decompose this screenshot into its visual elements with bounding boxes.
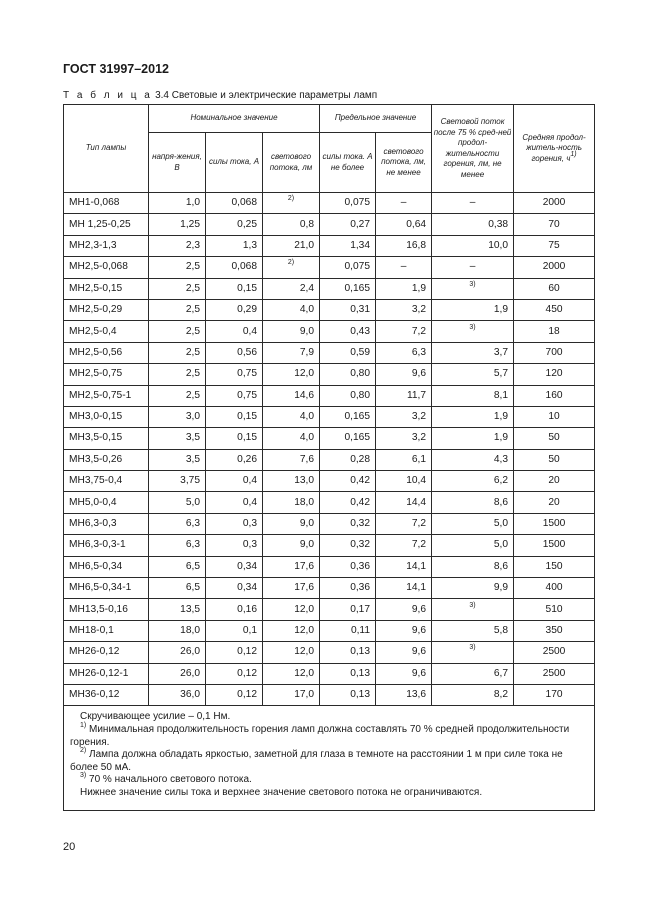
cell-voltage: 2,5 bbox=[149, 299, 206, 320]
cell-flux-after: 5,7 bbox=[432, 364, 514, 385]
cell-voltage: 2,5 bbox=[149, 321, 206, 342]
note-4: Нижнее значение силы тока и верхнее значение светового потока не ограничиваются. bbox=[80, 786, 483, 798]
cell-limit-flux: 7,2 bbox=[376, 513, 432, 534]
table-row bbox=[64, 299, 595, 320]
cell-current: 0,4 bbox=[206, 321, 263, 342]
cell-limit-current: 0,43 bbox=[320, 321, 376, 342]
cell-flux-after: 1,9 bbox=[432, 406, 514, 427]
cell-limit-flux: 9,6 bbox=[376, 620, 432, 641]
cell-voltage: 3,5 bbox=[149, 449, 206, 470]
cell-flux-after: 5,8 bbox=[432, 620, 514, 641]
cell-flux: 13,0 bbox=[263, 471, 320, 492]
header-limit-current: силы тока. А не более bbox=[320, 133, 376, 193]
cell-current: 0,15 bbox=[206, 406, 263, 427]
cell-limit-flux: 7,2 bbox=[376, 535, 432, 556]
cell-flux: 14,6 bbox=[263, 385, 320, 406]
cell-average-life: 20 bbox=[514, 471, 595, 492]
cell-limit-flux: 16,8 bbox=[376, 235, 432, 256]
cell-limit-current: 0,80 bbox=[320, 364, 376, 385]
cell-flux: 12,0 bbox=[263, 642, 320, 663]
cell-lamp-type: МН2,5-0,4 bbox=[64, 321, 149, 342]
cell-lamp-type: МН3,5-0,26 bbox=[64, 449, 149, 470]
cell-lamp-type: МН13,5-0,16 bbox=[64, 599, 149, 620]
cell-lamp-type: МН3,5-0,15 bbox=[64, 428, 149, 449]
cell-flux: 21,0 bbox=[263, 235, 320, 256]
cell-flux: 17,6 bbox=[263, 556, 320, 577]
cell-flux-after: – bbox=[432, 193, 514, 214]
cell-flux-after: 6,7 bbox=[432, 663, 514, 684]
cell-lamp-type: МН6,5-0,34-1 bbox=[64, 578, 149, 599]
cell-average-life: 150 bbox=[514, 556, 595, 577]
cell-limit-current: 0,32 bbox=[320, 535, 376, 556]
cell-flux: 4,0 bbox=[263, 299, 320, 320]
cell-flux-after: 5,0 bbox=[432, 535, 514, 556]
cell-lamp-type: МН2,5-0,75-1 bbox=[64, 385, 149, 406]
cell-average-life: 2500 bbox=[514, 663, 595, 684]
cell-average-life: 70 bbox=[514, 214, 595, 235]
footnote-marker: 2) bbox=[287, 259, 295, 267]
table-row bbox=[64, 342, 595, 363]
cell-current: 0,75 bbox=[206, 364, 263, 385]
cell-flux: 9,0 bbox=[263, 513, 320, 534]
header-nominal-current: силы тока, А bbox=[206, 133, 263, 193]
table-row bbox=[64, 578, 595, 599]
cell-voltage: 6,5 bbox=[149, 556, 206, 577]
cell-limit-current: 0,13 bbox=[320, 642, 376, 663]
cell-lamp-type: МН3,75-0,4 bbox=[64, 471, 149, 492]
cell-lamp-type: МН 1,25-0,25 bbox=[64, 214, 149, 235]
cell-current: 0,4 bbox=[206, 492, 263, 513]
cell-lamp-type: МН6,5-0,34 bbox=[64, 556, 149, 577]
cell-lamp-type: МН18-0,1 bbox=[64, 620, 149, 641]
cell-flux: 17,6 bbox=[263, 578, 320, 599]
cell-lamp-type: МН6,3-0,3 bbox=[64, 513, 149, 534]
cell-voltage: 26,0 bbox=[149, 663, 206, 684]
cell-lamp-type: МН2,3-1,3 bbox=[64, 235, 149, 256]
cell-average-life: 1500 bbox=[514, 535, 595, 556]
header-average-life bbox=[514, 105, 595, 193]
table-row bbox=[64, 321, 595, 342]
cell-average-life: 2000 bbox=[514, 257, 595, 278]
cell-voltage: 2,5 bbox=[149, 278, 206, 299]
note-1-marker: 1) bbox=[80, 721, 87, 729]
cell-voltage: 2,5 bbox=[149, 342, 206, 363]
cell-lamp-type: МН3,0-0,15 bbox=[64, 406, 149, 427]
cell-voltage: 2,5 bbox=[149, 364, 206, 385]
cell-lamp-type: МН1-0,068 bbox=[64, 193, 149, 214]
cell-limit-current: 0,165 bbox=[320, 406, 376, 427]
cell-flux-after: 8,6 bbox=[432, 492, 514, 513]
cell-flux-after: 3,7 bbox=[432, 342, 514, 363]
cell-voltage: 3,75 bbox=[149, 471, 206, 492]
cell-limit-flux: – bbox=[376, 257, 432, 278]
note-3-marker: 3) bbox=[80, 772, 87, 780]
cell-flux: 4,0 bbox=[263, 406, 320, 427]
cell-flux-after: 5,0 bbox=[432, 513, 514, 534]
cell-limit-flux: 9,6 bbox=[376, 364, 432, 385]
cell-average-life: 60 bbox=[514, 278, 595, 299]
cell-flux-after bbox=[432, 321, 514, 342]
cell-voltage: 18,0 bbox=[149, 620, 206, 641]
cell-flux: 2,4 bbox=[263, 278, 320, 299]
note-torque: Скручивающее усилие – 0,1 Нм. bbox=[80, 711, 231, 723]
cell-limit-flux: 3,2 bbox=[376, 428, 432, 449]
cell-flux: 0,8 bbox=[263, 214, 320, 235]
cell-limit-current: 1,34 bbox=[320, 235, 376, 256]
cell-flux-after: 6,2 bbox=[432, 471, 514, 492]
cell-limit-current: 0,36 bbox=[320, 556, 376, 577]
note-1 bbox=[70, 721, 588, 749]
cell-flux-after: 1,9 bbox=[432, 299, 514, 320]
cell-limit-current: 0,59 bbox=[320, 342, 376, 363]
header-flux-after: Световой поток после 75 % сред-ней продол-жительности горения, лм, не менее bbox=[432, 105, 514, 193]
cell-flux: 18,0 bbox=[263, 492, 320, 513]
table-row bbox=[64, 257, 595, 278]
cell-flux-after: 0,38 bbox=[432, 214, 514, 235]
cell-voltage: 6,3 bbox=[149, 535, 206, 556]
cell-voltage: 6,3 bbox=[149, 513, 206, 534]
cell-voltage: 2,3 bbox=[149, 235, 206, 256]
table-row bbox=[64, 620, 595, 641]
cell-voltage: 2,5 bbox=[149, 257, 206, 278]
cell-flux: 9,0 bbox=[263, 321, 320, 342]
cell-current: 0,15 bbox=[206, 428, 263, 449]
table-notes bbox=[64, 706, 595, 810]
cell-limit-current: 0,36 bbox=[320, 578, 376, 599]
cell-current: 0,068 bbox=[206, 193, 263, 214]
cell-average-life: 700 bbox=[514, 342, 595, 363]
cell-limit-flux: 6,3 bbox=[376, 342, 432, 363]
cell-average-life: 450 bbox=[514, 299, 595, 320]
cell-flux-after: 8,1 bbox=[432, 385, 514, 406]
cell-limit-flux: 7,2 bbox=[376, 321, 432, 342]
cell-average-life: 510 bbox=[514, 599, 595, 620]
cell-lamp-type: МН2,5-0,75 bbox=[64, 364, 149, 385]
cell-current: 0,29 bbox=[206, 299, 263, 320]
cell-current: 0,3 bbox=[206, 513, 263, 534]
cell-voltage: 5,0 bbox=[149, 492, 206, 513]
table-row bbox=[64, 642, 595, 663]
cell-current: 0,26 bbox=[206, 449, 263, 470]
cell-voltage: 36,0 bbox=[149, 684, 206, 705]
cell-limit-flux: 14,1 bbox=[376, 578, 432, 599]
cell-limit-flux: – bbox=[376, 193, 432, 214]
table-row bbox=[64, 278, 595, 299]
cell-limit-current: 0,42 bbox=[320, 471, 376, 492]
cell-flux-after bbox=[432, 642, 514, 663]
cell-flux-after: 4,3 bbox=[432, 449, 514, 470]
cell-limit-current: 0,075 bbox=[320, 257, 376, 278]
table-row bbox=[64, 428, 595, 449]
cell-flux bbox=[263, 193, 320, 214]
cell-limit-flux: 6,1 bbox=[376, 449, 432, 470]
cell-current: 0,34 bbox=[206, 556, 263, 577]
cell-limit-flux: 10,4 bbox=[376, 471, 432, 492]
cell-voltage: 1,0 bbox=[149, 193, 206, 214]
table-row bbox=[64, 364, 595, 385]
cell-current: 0,56 bbox=[206, 342, 263, 363]
cell-lamp-type: МН5,0-0,4 bbox=[64, 492, 149, 513]
cell-flux: 7,6 bbox=[263, 449, 320, 470]
footnote-marker: 3) bbox=[469, 601, 476, 609]
header-limit-flux: светового потока, лм, не менее bbox=[376, 133, 432, 193]
cell-current: 0,15 bbox=[206, 278, 263, 299]
cell-average-life: 18 bbox=[514, 321, 595, 342]
table-row bbox=[64, 449, 595, 470]
table-row bbox=[64, 193, 595, 214]
cell-lamp-type: МН6,3-0,3-1 bbox=[64, 535, 149, 556]
cell-average-life: 1500 bbox=[514, 513, 595, 534]
cell-limit-current: 0,27 bbox=[320, 214, 376, 235]
table-row bbox=[64, 385, 595, 406]
cell-current: 0,3 bbox=[206, 535, 263, 556]
cell-flux-after: 8,2 bbox=[432, 684, 514, 705]
cell-flux: 17,0 bbox=[263, 684, 320, 705]
cell-flux-after: 1,9 bbox=[432, 428, 514, 449]
cell-current: 0,75 bbox=[206, 385, 263, 406]
cell-average-life: 2500 bbox=[514, 642, 595, 663]
cell-limit-flux: 13,6 bbox=[376, 684, 432, 705]
cell-average-life: 50 bbox=[514, 428, 595, 449]
table-row bbox=[64, 214, 595, 235]
table-caption-label: Т а б л и ц а bbox=[63, 90, 153, 101]
cell-limit-current: 0,165 bbox=[320, 428, 376, 449]
table-caption-text: 3.4 Световые и электрические параметры ламп bbox=[155, 90, 378, 101]
cell-current: 1,3 bbox=[206, 235, 263, 256]
lamp-parameters-table bbox=[63, 104, 595, 811]
cell-limit-current: 0,165 bbox=[320, 278, 376, 299]
cell-average-life: 170 bbox=[514, 684, 595, 705]
table-row bbox=[64, 556, 595, 577]
cell-limit-flux: 3,2 bbox=[376, 406, 432, 427]
cell-lamp-type: МН2,5-0,56 bbox=[64, 342, 149, 363]
cell-flux-after bbox=[432, 278, 514, 299]
header-lamp-type: Тип лампы bbox=[64, 105, 149, 193]
cell-voltage: 3,0 bbox=[149, 406, 206, 427]
note-2-marker: 2) bbox=[80, 747, 87, 755]
cell-limit-current: 0,28 bbox=[320, 449, 376, 470]
table-row bbox=[64, 599, 595, 620]
cell-current: 0,1 bbox=[206, 620, 263, 641]
cell-flux: 7,9 bbox=[263, 342, 320, 363]
cell-limit-current: 0,31 bbox=[320, 299, 376, 320]
cell-flux-after: 8,6 bbox=[432, 556, 514, 577]
cell-limit-current: 0,13 bbox=[320, 684, 376, 705]
cell-limit-current: 0,17 bbox=[320, 599, 376, 620]
cell-average-life: 2000 bbox=[514, 193, 595, 214]
note-3 bbox=[70, 774, 588, 787]
cell-average-life: 75 bbox=[514, 235, 595, 256]
cell-limit-current: 0,075 bbox=[320, 193, 376, 214]
cell-lamp-type: МН26-0,12-1 bbox=[64, 663, 149, 684]
footnote-marker: 3) bbox=[469, 280, 476, 288]
header-nominal-flux: светового потока, лм bbox=[263, 133, 320, 193]
cell-limit-current: 0,80 bbox=[320, 385, 376, 406]
cell-average-life: 350 bbox=[514, 620, 595, 641]
cell-flux-after: – bbox=[432, 257, 514, 278]
cell-limit-flux: 14,1 bbox=[376, 556, 432, 577]
footnote-marker: 3) bbox=[469, 644, 476, 652]
header-nominal-value: Номинальное значение bbox=[149, 105, 320, 133]
note-2 bbox=[70, 749, 588, 774]
table-caption bbox=[63, 90, 377, 101]
cell-lamp-type: МН2,5-0,068 bbox=[64, 257, 149, 278]
cell-voltage: 6,5 bbox=[149, 578, 206, 599]
cell-current: 0,25 bbox=[206, 214, 263, 235]
cell-limit-flux: 3,2 bbox=[376, 299, 432, 320]
note-2-text: Лампа должна обладать яркостью, заметной для глаза в темноте на расстоянии 1 м при силе тока не более 50 мА. bbox=[70, 749, 563, 773]
cell-flux: 4,0 bbox=[263, 428, 320, 449]
footnote-marker: 1) bbox=[570, 150, 577, 158]
header-nominal-voltage: напря-жения, В bbox=[149, 133, 206, 193]
table-row bbox=[64, 406, 595, 427]
cell-current: 0,12 bbox=[206, 642, 263, 663]
cell-lamp-type: МН36-0,12 bbox=[64, 684, 149, 705]
cell-flux-after: 10,0 bbox=[432, 235, 514, 256]
cell-flux-after: 9,9 bbox=[432, 578, 514, 599]
cell-lamp-type: МН2,5-0,15 bbox=[64, 278, 149, 299]
cell-limit-current: 0,32 bbox=[320, 513, 376, 534]
table-row bbox=[64, 513, 595, 534]
cell-voltage: 2,5 bbox=[149, 385, 206, 406]
cell-limit-flux: 9,6 bbox=[376, 599, 432, 620]
cell-flux bbox=[263, 257, 320, 278]
cell-limit-flux: 9,6 bbox=[376, 663, 432, 684]
cell-lamp-type: МН26-0,12 bbox=[64, 642, 149, 663]
note-1-text: Минимальная продолжительность горения ламп должна составлять 70 % средней продолжительности горения. bbox=[70, 723, 570, 748]
cell-average-life: 20 bbox=[514, 492, 595, 513]
document-code: ГОСТ 31997–2012 bbox=[63, 62, 169, 76]
cell-lamp-type: МН2,5-0,29 bbox=[64, 299, 149, 320]
cell-voltage: 1,25 bbox=[149, 214, 206, 235]
table-row bbox=[64, 492, 595, 513]
cell-current: 0,12 bbox=[206, 684, 263, 705]
cell-voltage: 13,5 bbox=[149, 599, 206, 620]
cell-flux: 9,0 bbox=[263, 535, 320, 556]
table-row bbox=[64, 471, 595, 492]
cell-voltage: 26,0 bbox=[149, 642, 206, 663]
cell-limit-current: 0,42 bbox=[320, 492, 376, 513]
footnote-marker: 2) bbox=[287, 195, 295, 203]
cell-current: 0,12 bbox=[206, 663, 263, 684]
cell-limit-flux: 9,6 bbox=[376, 642, 432, 663]
header-average-life-text: Средняя продол-житель-ность горения, ч bbox=[522, 132, 586, 163]
table-row bbox=[64, 663, 595, 684]
footnote-marker: 3) bbox=[469, 323, 476, 331]
page-number: 20 bbox=[63, 841, 76, 853]
note-3-text: 70 % начального светового потока. bbox=[86, 774, 252, 786]
cell-limit-flux: 14,4 bbox=[376, 492, 432, 513]
cell-average-life: 50 bbox=[514, 449, 595, 470]
cell-average-life: 120 bbox=[514, 364, 595, 385]
table-row bbox=[64, 535, 595, 556]
cell-limit-current: 0,11 bbox=[320, 620, 376, 641]
cell-limit-flux: 0,64 bbox=[376, 214, 432, 235]
cell-limit-flux: 1,9 bbox=[376, 278, 432, 299]
table-row bbox=[64, 235, 595, 256]
cell-voltage: 3,5 bbox=[149, 428, 206, 449]
cell-average-life: 400 bbox=[514, 578, 595, 599]
cell-current: 0,4 bbox=[206, 471, 263, 492]
cell-average-life: 160 bbox=[514, 385, 595, 406]
table-row bbox=[64, 684, 595, 705]
cell-flux: 12,0 bbox=[263, 663, 320, 684]
header-limit-value: Предельное значение bbox=[320, 105, 432, 133]
cell-flux: 12,0 bbox=[263, 599, 320, 620]
cell-current: 0,16 bbox=[206, 599, 263, 620]
cell-current: 0,34 bbox=[206, 578, 263, 599]
cell-flux-after bbox=[432, 599, 514, 620]
cell-flux: 12,0 bbox=[263, 620, 320, 641]
table-body bbox=[64, 193, 595, 706]
cell-flux: 12,0 bbox=[263, 364, 320, 385]
cell-current: 0,068 bbox=[206, 257, 263, 278]
cell-limit-flux: 11,7 bbox=[376, 385, 432, 406]
cell-average-life: 10 bbox=[514, 406, 595, 427]
cell-limit-current: 0,13 bbox=[320, 663, 376, 684]
